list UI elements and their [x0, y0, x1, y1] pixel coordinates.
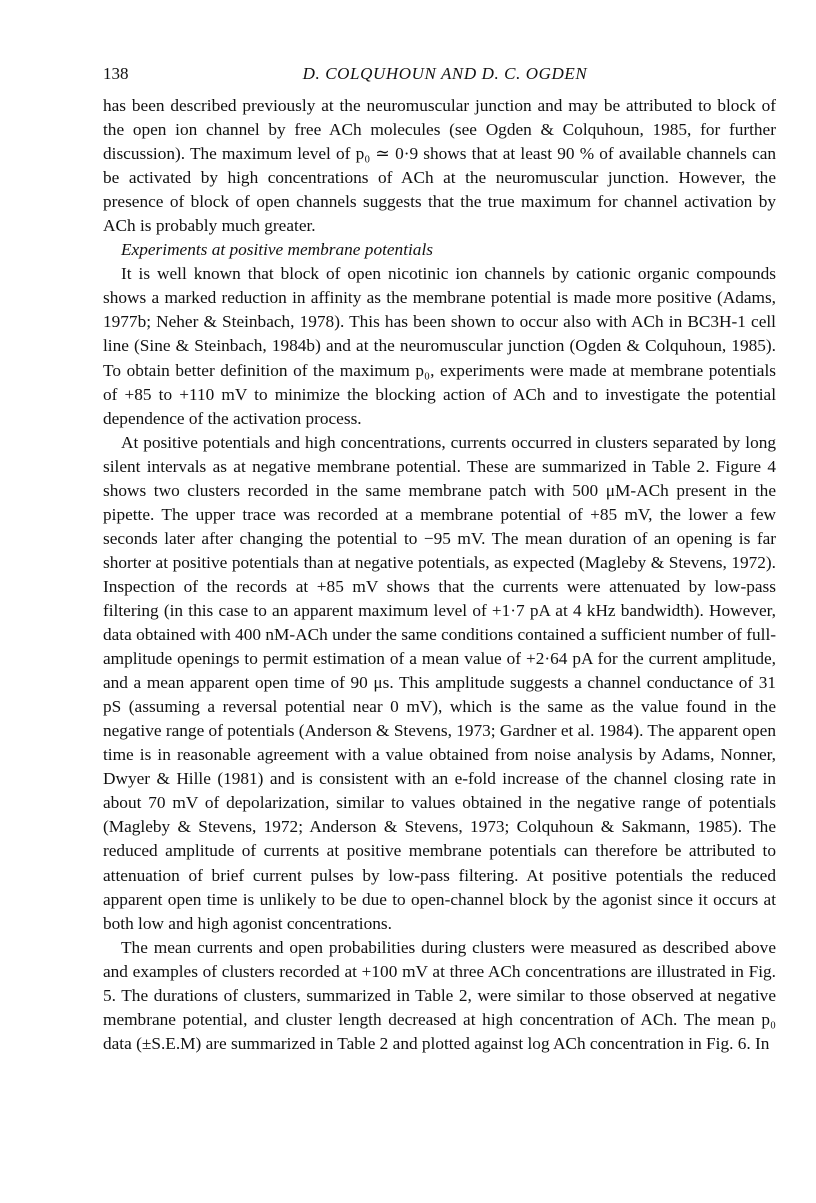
paragraph-positive-potentials: At positive potentials and high concentrations, currents occurred in clusters separated by long silent intervals as at negative membrane potential. These are summarized in Table 2. Figure 4 shows two clusters recorded in the same membrane patch with 500 μM-ACh present in the pipette. The upper trace was recorded at a membrane potential of +85 mV, the lower a few seconds later after changing the potential to −95 mV. The mean duration of an opening is far shorter at positive potentials than at negative potentials, as expected (Magleby & Stevens, 1972). Inspection of the records at +85 mV shows that the currents were attenuated by low-pass filtering (in this case to an apparent maximum level of +1·7 pA at 4 kHz bandwidth). However, data obtained with 400 nM-ACh under the same conditions contained a sufficient number of full-amplitude openings to permit estimation of a mean value of +2·64 pA for the current amplitude, and a mean apparent open time of 90 μs. This amplitude suggests a channel conductance of 31 pS (assuming a reversal potential near 0 mV), which is the same as the value found in the negative range of potentials (Anderson & Stevens, 1973; Gardner et al. 1984). The apparent open time is in reasonable agreement with a value obtained from noise analysis by Adams, Nonner, Dwyer & Hille (1981) and is consistent with an e-fold increase of the channel closing rate in about 70 mV of depolarization, similar to values obtained in the negative range of potentials (Magleby & Stevens, 1972; Anderson & Stevens, 1973; Colquhoun & Sakmann, 1985). The reduced amplitude of currents at positive membrane potentials can therefore be attributed to attenuation of brief current pulses by low-pass filtering. At positive potentials the reduced apparent open time is unlikely to be due to open-channel block by the agonist since it occurs at both low and high agonist concentrations. [103, 432, 776, 933]
running-head [103, 62, 775, 86]
body-text [103, 94, 776, 1056]
page-number: 138 [103, 64, 129, 83]
paragraph-continued: has been described previously at the neuromuscular junction and may be attributed to block of the open ion channel by free ACh molecules (see Ogden & Colquhoun, 1985, for further discussion). The maximum level of p₀ ≃ 0·9 shows that at least 90 % of available channels can be activated by high concentrations of ACh at the neuromuscular junction. However, the presence of block of open channels suggests that the true maximum for channel activation by ACh is probably much greater. [103, 96, 776, 236]
paragraph-open-channel-block: It is well known that block of open nicotinic ion channels by cationic organic compounds shows a marked reduction in affinity as the membrane potential is made more positive (Adams, 1977b; Neher & Steinbach, 1978). This has been shown to occur also with ACh in BC3H-1 cell line (Sine & Steinbach, 1984b) and at the neuromuscular junction (Ogden & Colquhoun, 1985). To obtain better definition of the maximum p₀, experiments were made at membrane potentials of +85 to +110 mV to minimize the blocking action of ACh and to investigate the potential dependence of the activation process. [103, 264, 776, 428]
running-head-authors: D. COLQUHOUN AND D. C. OGDEN [302, 64, 588, 83]
section-heading: Experiments at positive membrane potentials [121, 240, 433, 260]
paragraph-mean-currents: The mean currents and open probabilities during clusters were measured as described above and examples of clusters recorded at +100 mV at three ACh concentrations are illustrated in Fig. 5. The durations of clusters, summarized in Table 2, were similar to those observed at negative membrane potential, and cluster length decreased at high concentration of ACh. The mean p₀ data (±S.E.M) are summarized in Table 2 and plotted against log ACh concentration in Fig. 6. In [103, 937, 776, 1053]
